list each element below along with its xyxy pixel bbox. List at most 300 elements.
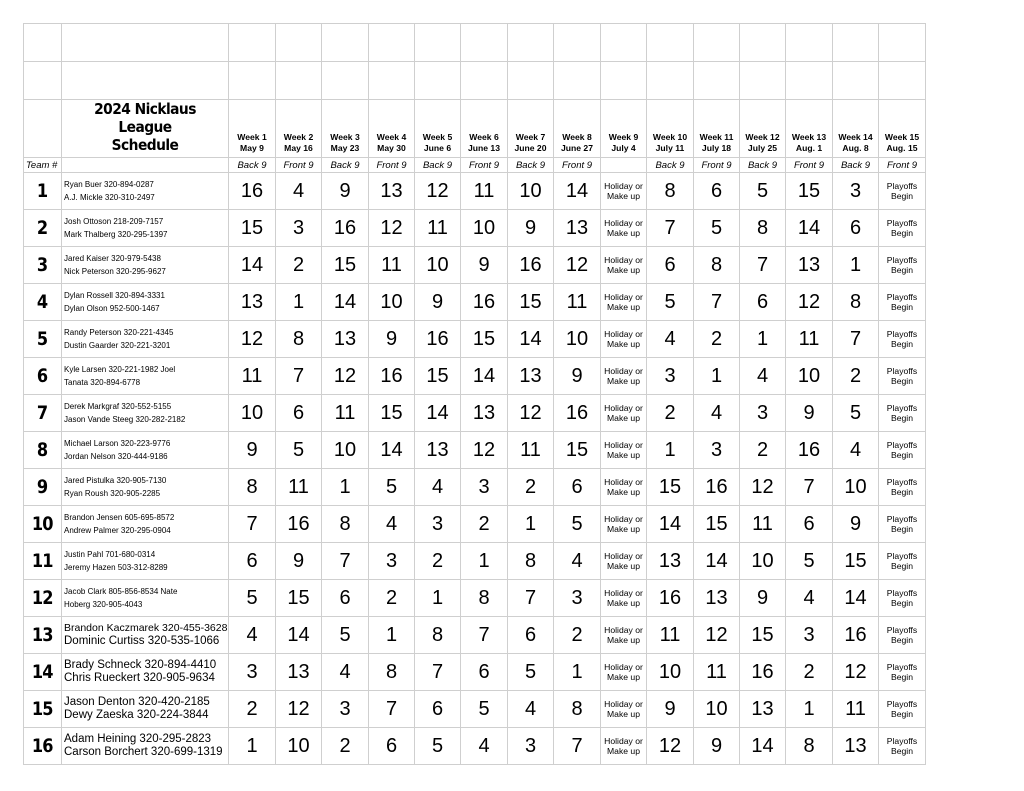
- team-number: 11: [32, 550, 53, 572]
- opponent-cell: 8: [276, 321, 322, 358]
- week-date: June 13: [467, 143, 500, 153]
- opponent-cell: 12: [647, 728, 694, 765]
- holiday-note: [601, 506, 647, 543]
- opponent-cell: 5: [229, 580, 276, 617]
- week-header-row: [24, 100, 926, 158]
- week-date: Aug. 15: [886, 143, 918, 153]
- opponent-cell: 14: [322, 284, 369, 321]
- holiday-text: Make up: [607, 376, 640, 386]
- team-number-cell: [24, 210, 62, 247]
- team-row: [24, 543, 926, 580]
- opponent-cell: 9: [415, 284, 461, 321]
- week-date: May 16: [284, 143, 313, 153]
- week-label: Week 15: [884, 132, 920, 142]
- team-row: [24, 728, 926, 765]
- opponent-cell: 10: [276, 728, 322, 765]
- opponent-cell: 16: [229, 173, 276, 210]
- team-number-header: Team #: [24, 158, 62, 173]
- opponent-cell: 15: [694, 506, 740, 543]
- week-date: July 25: [747, 143, 778, 153]
- opponent-cell: 5: [461, 691, 508, 728]
- opponent-cell: 9: [833, 506, 879, 543]
- team-number: 9: [37, 476, 48, 498]
- team-number: 10: [32, 513, 53, 535]
- playoffs-text: Begin: [891, 524, 913, 534]
- opponent-cell: 6: [740, 284, 786, 321]
- opponent-cell: 2: [508, 469, 554, 506]
- holiday-text: Holiday or: [604, 403, 643, 413]
- player-contact: Kyle Larsen 320-221-1982 Joel: [64, 365, 176, 374]
- playoffs-text: Begin: [891, 598, 913, 608]
- opponent-cell: 10: [461, 210, 508, 247]
- playoffs-text: Playoffs: [886, 736, 918, 746]
- holiday-note: [601, 654, 647, 691]
- opponent-cell: 7: [369, 691, 415, 728]
- opponent-cell: 11: [229, 358, 276, 395]
- team-row: [24, 432, 926, 469]
- opponent-cell: 14: [229, 247, 276, 284]
- team-players: [62, 247, 229, 284]
- team-number: 7: [37, 402, 48, 424]
- opponent-cell: 5: [740, 173, 786, 210]
- playoffs-text: Begin: [891, 450, 913, 460]
- opponent-cell: 10: [786, 358, 833, 395]
- opponent-cell: 3: [786, 617, 833, 654]
- holiday-text: Make up: [607, 450, 640, 460]
- holiday-text: Holiday or: [604, 551, 643, 561]
- opponent-cell: 10: [740, 543, 786, 580]
- player-contact: Brady Schneck 320-894-4410: [64, 659, 217, 671]
- player-contact: Brandon Kaczmarek 320-455-3628: [64, 622, 228, 634]
- opponent-cell: 9: [276, 543, 322, 580]
- holiday-text: Make up: [607, 339, 640, 349]
- opponent-cell: 6: [508, 617, 554, 654]
- holiday-text: Holiday or: [604, 181, 643, 191]
- playoffs-text: Begin: [891, 302, 913, 312]
- week-header: [276, 100, 322, 158]
- week-date: Aug. 8: [842, 143, 869, 153]
- opponent-cell: 16: [740, 654, 786, 691]
- opponent-cell: 1: [229, 728, 276, 765]
- opponent-cell: 1: [833, 247, 879, 284]
- holiday-note: [601, 432, 647, 469]
- team-number: 3: [37, 254, 48, 276]
- playoffs-text: Playoffs: [886, 218, 918, 228]
- opponent-cell: 3: [508, 728, 554, 765]
- team-number: 15: [32, 698, 53, 720]
- opponent-cell: 7: [554, 728, 601, 765]
- playoffs-text: Begin: [891, 709, 913, 719]
- team-number: 1: [37, 180, 48, 202]
- week-date: June 6: [423, 143, 452, 153]
- opponent-cell: 2: [322, 728, 369, 765]
- playoffs-note: [879, 247, 926, 284]
- week-header: [647, 100, 694, 158]
- team-number-cell: [24, 284, 62, 321]
- opponent-cell: 14: [647, 506, 694, 543]
- nine-label: Front 9: [786, 158, 833, 173]
- week-header: [508, 100, 554, 158]
- opponent-cell: 6: [461, 654, 508, 691]
- player-contact: Tanata 320-894-6778: [64, 378, 141, 387]
- playoffs-text: Playoffs: [886, 440, 918, 450]
- team-number: 5: [37, 328, 48, 350]
- opponent-cell: 11: [647, 617, 694, 654]
- opponent-cell: 14: [694, 543, 740, 580]
- opponent-cell: 11: [369, 247, 415, 284]
- holiday-text: Make up: [607, 709, 640, 719]
- opponent-cell: 2: [740, 432, 786, 469]
- player-contact: Mark Thalberg 320-295-1397: [64, 230, 168, 239]
- opponent-cell: 15: [276, 580, 322, 617]
- opponent-cell: 16: [786, 432, 833, 469]
- team-row: [24, 321, 926, 358]
- opponent-cell: 3: [276, 210, 322, 247]
- week-header: [322, 100, 369, 158]
- opponent-cell: 8: [508, 543, 554, 580]
- player-contact: Dominic Curtiss 320-535-1066: [64, 635, 220, 647]
- team-number-cell: [24, 358, 62, 395]
- opponent-cell: 7: [647, 210, 694, 247]
- team-number-cell: [24, 580, 62, 617]
- opponent-cell: 8: [647, 173, 694, 210]
- week-label: Week 6: [469, 132, 499, 142]
- opponent-cell: 11: [276, 469, 322, 506]
- holiday-text: Make up: [607, 524, 640, 534]
- team-number-cell: [24, 543, 62, 580]
- opponent-cell: 2: [461, 506, 508, 543]
- opponent-cell: 1: [740, 321, 786, 358]
- opponent-cell: 9: [229, 432, 276, 469]
- opponent-cell: 4: [369, 506, 415, 543]
- player-contact: Jason Vande Steeg 320-282-2182: [64, 415, 186, 424]
- opponent-cell: 2: [833, 358, 879, 395]
- holiday-note: [601, 469, 647, 506]
- opponent-cell: 15: [369, 395, 415, 432]
- opponent-cell: 4: [740, 358, 786, 395]
- nine-label: Back 9: [833, 158, 879, 173]
- player-contact: Justin Pahl 701-680-0314: [64, 550, 156, 559]
- team-row: [24, 173, 926, 210]
- holiday-text: Holiday or: [604, 736, 643, 746]
- playoffs-text: Begin: [891, 635, 913, 645]
- opponent-cell: 12: [276, 691, 322, 728]
- opponent-cell: 15: [415, 358, 461, 395]
- opponent-cell: 13: [369, 173, 415, 210]
- opponent-cell: 2: [647, 395, 694, 432]
- opponent-cell: 3: [647, 358, 694, 395]
- playoffs-note: [879, 358, 926, 395]
- opponent-cell: 11: [694, 654, 740, 691]
- opponent-cell: 9: [786, 395, 833, 432]
- opponent-cell: 10: [229, 395, 276, 432]
- holiday-text: Make up: [607, 746, 640, 756]
- week-header: [554, 100, 601, 158]
- team-row: [24, 506, 926, 543]
- team-number-cell: [24, 173, 62, 210]
- opponent-cell: 6: [276, 395, 322, 432]
- opponent-cell: 3: [229, 654, 276, 691]
- holiday-text: Make up: [607, 635, 640, 645]
- opponent-cell: 6: [229, 543, 276, 580]
- opponent-cell: 14: [786, 210, 833, 247]
- nine-label: Front 9: [369, 158, 415, 173]
- week-label: Week 4: [376, 132, 407, 142]
- opponent-cell: 8: [415, 617, 461, 654]
- opponent-cell: 7: [786, 469, 833, 506]
- opponent-cell: 13: [276, 654, 322, 691]
- opponent-cell: 11: [461, 173, 508, 210]
- opponent-cell: 12: [833, 654, 879, 691]
- holiday-note: [601, 543, 647, 580]
- playoffs-text: Playoffs: [886, 181, 918, 191]
- team-number-cell: [24, 247, 62, 284]
- week-header: [879, 100, 926, 158]
- team-players: [62, 469, 229, 506]
- holiday-note: [601, 210, 647, 247]
- opponent-cell: 7: [229, 506, 276, 543]
- opponent-cell: 1: [461, 543, 508, 580]
- playoffs-note: [879, 617, 926, 654]
- playoffs-text: Playoffs: [886, 477, 918, 487]
- opponent-cell: 16: [276, 506, 322, 543]
- opponent-cell: 5: [647, 284, 694, 321]
- opponent-cell: 7: [276, 358, 322, 395]
- opponent-cell: 6: [322, 580, 369, 617]
- player-contact: Hoberg 320-905-4043: [64, 600, 143, 609]
- playoffs-text: Playoffs: [886, 329, 918, 339]
- team-number-cell: [24, 432, 62, 469]
- opponent-cell: 12: [554, 247, 601, 284]
- playoffs-text: Begin: [891, 265, 913, 275]
- opponent-cell: 7: [833, 321, 879, 358]
- opponent-cell: 9: [508, 210, 554, 247]
- playoffs-text: Begin: [891, 672, 913, 682]
- team-row: [24, 469, 926, 506]
- team-number: 12: [32, 587, 53, 609]
- opponent-cell: 14: [461, 358, 508, 395]
- schedule-table: [23, 23, 926, 765]
- team-players: [62, 728, 229, 765]
- opponent-cell: 4: [554, 543, 601, 580]
- holiday-text: Make up: [607, 561, 640, 571]
- playoffs-text: Begin: [891, 228, 913, 238]
- opponent-cell: 9: [322, 173, 369, 210]
- team-number: 8: [37, 439, 48, 461]
- team-players: [62, 432, 229, 469]
- opponent-cell: 13: [833, 728, 879, 765]
- holiday-text: Holiday or: [604, 440, 643, 450]
- opponent-cell: 11: [322, 395, 369, 432]
- opponent-cell: 12: [229, 321, 276, 358]
- opponent-cell: 2: [229, 691, 276, 728]
- team-number-cell: [24, 395, 62, 432]
- player-contact: Randy Peterson 320-221-4345: [64, 328, 174, 337]
- playoffs-text: Playoffs: [886, 699, 918, 709]
- nine-label: Back 9: [647, 158, 694, 173]
- playoffs-note: [879, 432, 926, 469]
- opponent-cell: 5: [786, 543, 833, 580]
- team-row: [24, 654, 926, 691]
- opponent-cell: 15: [461, 321, 508, 358]
- playoffs-note: [879, 284, 926, 321]
- holiday-text: Make up: [607, 487, 640, 497]
- week-header: [740, 100, 786, 158]
- player-contact: Jared Kaiser 320-979-5438: [64, 254, 161, 263]
- opponent-cell: 13: [229, 284, 276, 321]
- player-contact: A.J. Mickle 320-310-2497: [64, 193, 155, 202]
- holiday-note: [601, 173, 647, 210]
- team-number: 2: [37, 217, 48, 239]
- opponent-cell: 11: [415, 210, 461, 247]
- week-date: July 11: [655, 143, 685, 153]
- player-contact: Adam Heining 320-295-2823: [64, 733, 212, 745]
- title-line-2: Schedule: [111, 136, 179, 154]
- holiday-text: Holiday or: [604, 218, 643, 228]
- opponent-cell: 15: [740, 617, 786, 654]
- team-row: [24, 247, 926, 284]
- team-players: [62, 691, 229, 728]
- opponent-cell: 1: [508, 506, 554, 543]
- playoffs-text: Playoffs: [886, 551, 918, 561]
- playoffs-text: Begin: [891, 746, 913, 756]
- holiday-text: Holiday or: [604, 255, 643, 265]
- opponent-cell: 10: [554, 321, 601, 358]
- opponent-cell: 15: [554, 432, 601, 469]
- player-contact: Jordan Nelson 320-444-9186: [64, 452, 168, 461]
- playoffs-text: Begin: [891, 487, 913, 497]
- team-number: 14: [32, 661, 53, 683]
- opponent-cell: 4: [229, 617, 276, 654]
- opponent-cell: 14: [833, 580, 879, 617]
- playoffs-text: Playoffs: [886, 625, 918, 635]
- playoffs-note: [879, 580, 926, 617]
- week-date: Aug. 1: [795, 143, 823, 153]
- opponent-cell: 3: [833, 173, 879, 210]
- opponent-cell: 2: [554, 617, 601, 654]
- opponent-cell: 3: [322, 691, 369, 728]
- team-players: [62, 358, 229, 395]
- player-contact: Jason Denton 320-420-2185: [64, 696, 210, 708]
- opponent-cell: 10: [647, 654, 694, 691]
- week-header: [786, 100, 833, 158]
- playoffs-text: Begin: [891, 339, 913, 349]
- opponent-cell: 1: [322, 469, 369, 506]
- opponent-cell: 13: [461, 395, 508, 432]
- playoffs-text: Playoffs: [886, 292, 918, 302]
- opponent-cell: 8: [322, 506, 369, 543]
- opponent-cell: 12: [740, 469, 786, 506]
- week-label: Week 12: [745, 132, 780, 142]
- opponent-cell: 11: [554, 284, 601, 321]
- holiday-note: [601, 617, 647, 654]
- opponent-cell: 13: [322, 321, 369, 358]
- player-contact: Ryan Roush 320-905-2285: [64, 489, 161, 498]
- playoffs-text: Begin: [891, 413, 913, 423]
- opponent-cell: 16: [554, 395, 601, 432]
- team-players: [62, 654, 229, 691]
- team-players: [62, 173, 229, 210]
- opponent-cell: 13: [694, 580, 740, 617]
- playoffs-note: [879, 728, 926, 765]
- team-players: [62, 617, 229, 654]
- opponent-cell: 8: [461, 580, 508, 617]
- opponent-cell: 2: [276, 247, 322, 284]
- opponent-cell: 10: [415, 247, 461, 284]
- opponent-cell: 8: [229, 469, 276, 506]
- opponent-cell: 1: [369, 617, 415, 654]
- opponent-cell: 16: [694, 469, 740, 506]
- holiday-text: Holiday or: [604, 514, 643, 524]
- playoffs-note: [879, 395, 926, 432]
- schedule-title: [62, 100, 229, 158]
- opponent-cell: 1: [415, 580, 461, 617]
- opponent-cell: 2: [786, 654, 833, 691]
- opponent-cell: 13: [740, 691, 786, 728]
- holiday-note: [601, 395, 647, 432]
- opponent-cell: 3: [369, 543, 415, 580]
- nine-label: Back 9: [740, 158, 786, 173]
- opponent-cell: 5: [415, 728, 461, 765]
- nine-label: Front 9: [276, 158, 322, 173]
- week-header: [601, 100, 647, 158]
- player-contact: Jared Pistulka 320-905-7130: [64, 476, 167, 485]
- player-contact: Dustin Gaarder 320-221-3201: [64, 341, 171, 350]
- opponent-cell: 10: [833, 469, 879, 506]
- title-line-1: 2024 Nicklaus League: [94, 100, 196, 136]
- player-contact: Chris Rueckert 320-905-9634: [64, 672, 215, 684]
- playoffs-note: [879, 210, 926, 247]
- opponent-cell: 12: [461, 432, 508, 469]
- team-row: [24, 210, 926, 247]
- holiday-text: Holiday or: [604, 588, 643, 598]
- player-contact: Andrew Palmer 320-295-0904: [64, 526, 171, 535]
- opponent-cell: 14: [369, 432, 415, 469]
- opponent-cell: 16: [461, 284, 508, 321]
- opponent-cell: 15: [833, 543, 879, 580]
- playoffs-text: Playoffs: [886, 514, 918, 524]
- team-number-cell: [24, 654, 62, 691]
- opponent-cell: 15: [647, 469, 694, 506]
- week-label: Week 11: [699, 132, 734, 142]
- week-label: Week 14: [838, 132, 873, 142]
- opponent-cell: 8: [369, 654, 415, 691]
- nine-label: Back 9: [229, 158, 276, 173]
- opponent-cell: 8: [694, 247, 740, 284]
- holiday-text: Holiday or: [604, 662, 643, 672]
- team-players: [62, 506, 229, 543]
- opponent-cell: 5: [833, 395, 879, 432]
- team-number-cell: [24, 728, 62, 765]
- opponent-cell: 16: [647, 580, 694, 617]
- opponent-cell: 4: [833, 432, 879, 469]
- holiday-note: [601, 247, 647, 284]
- holiday-text: Holiday or: [604, 366, 643, 376]
- player-contact: Dylan Olson 952-500-1467: [64, 304, 160, 313]
- week-date: May 9: [240, 143, 264, 153]
- holiday-text: Holiday or: [604, 292, 643, 302]
- opponent-cell: 13: [647, 543, 694, 580]
- opponent-cell: 4: [415, 469, 461, 506]
- team-number: 16: [32, 735, 53, 757]
- opponent-cell: 2: [369, 580, 415, 617]
- team-row: [24, 358, 926, 395]
- team-row: [24, 284, 926, 321]
- player-contact: Carson Borchert 320-699-1319: [64, 746, 223, 758]
- week-date: June 27: [560, 143, 593, 153]
- opponent-cell: 6: [647, 247, 694, 284]
- week-date: July 18: [701, 143, 732, 153]
